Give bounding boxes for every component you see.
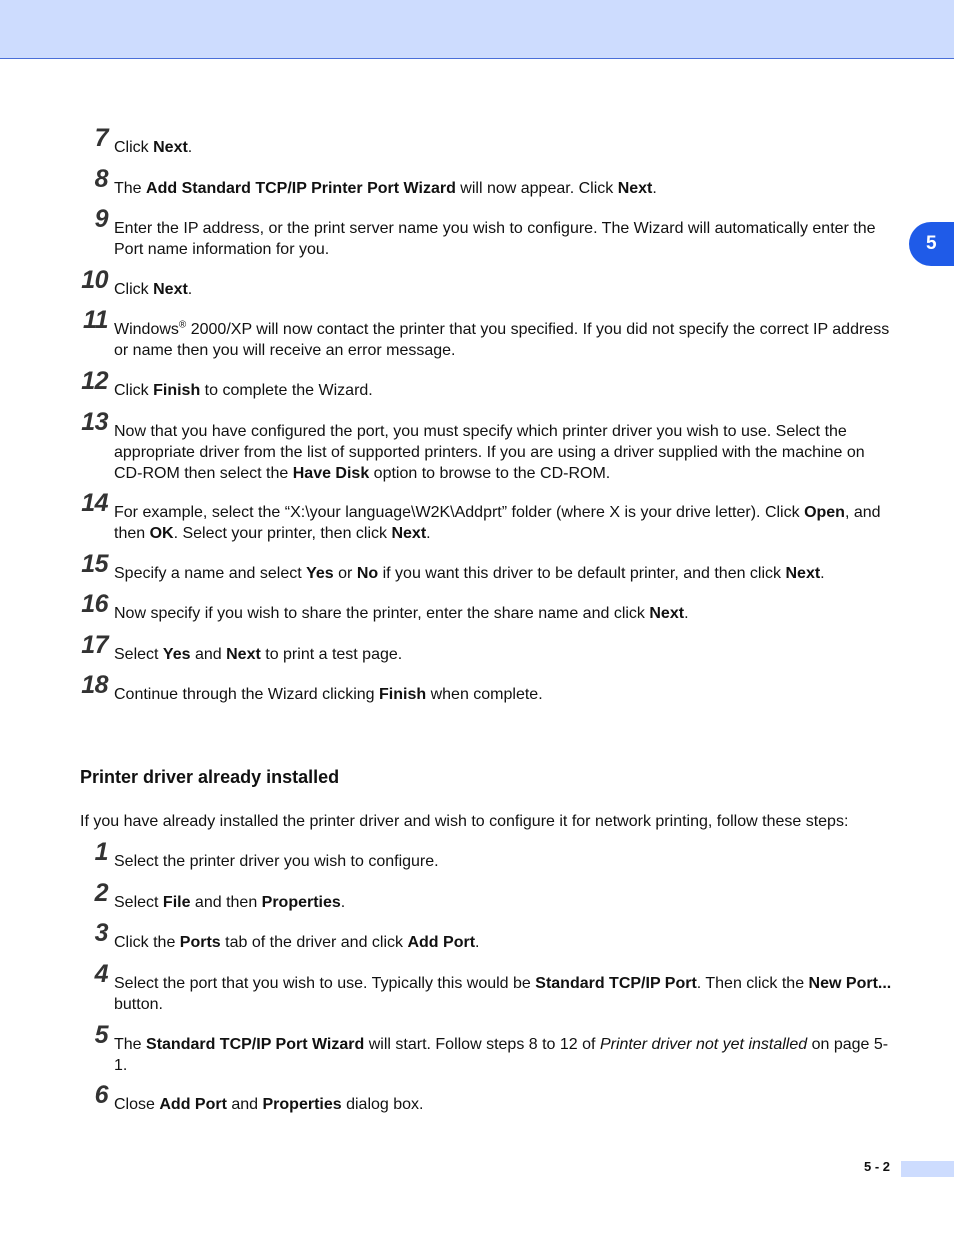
step-number: 8 [94, 165, 108, 193]
step-text: Click Finish to complete the Wizard. [114, 382, 373, 399]
step-text: Specify a name and select Yes or No if you want this driver to be default printer, and then click Next. [114, 565, 825, 582]
step-text: Now specify if you wish to share the printer, enter the share name and click Next. [114, 605, 689, 622]
step-number: 11 [83, 306, 108, 334]
step-number: 16 [81, 590, 108, 618]
step-text: Select File and then Properties. [114, 894, 346, 911]
header-band [0, 0, 954, 59]
step-text: For example, select the “X:\your language\W2K\Addprt” folder (where X is your drive letter). Click Open, and then OK. Select your printer, then click Next. [114, 504, 881, 542]
step-number: 5 [94, 1021, 108, 1049]
step-text: Enter the IP address, or the print server name you wish to configure. The Wizard will automatically enter the Port name information for you. [114, 220, 876, 258]
chapter-tab-label: 5 [926, 233, 937, 254]
step-number: 9 [94, 205, 108, 233]
step-number: 13 [81, 408, 108, 436]
step-number: 15 [81, 550, 108, 578]
step-text: Now that you have configured the port, you must specify which printer driver you wish to use. Select the appropriate driver from the list of supported printers. If you are using a driver supplied with the machine on CD-ROM then select the Have Disk option to browse to the CD-ROM. [114, 423, 865, 482]
step-text: Select the printer driver you wish to configure. [114, 853, 439, 870]
step-text: The Standard TCP/IP Port Wizard will start. Follow steps 8 to 12 of Printer driver not yet installed on page 5-1. [114, 1036, 889, 1074]
step-number: 12 [81, 367, 108, 395]
step-number: 4 [94, 960, 108, 988]
step-text: Click Next. [114, 139, 193, 156]
step-number: 14 [81, 489, 108, 517]
step-number: 3 [94, 919, 108, 947]
section-intro: If you have already installed the printer driver and wish to configure it for network printing, follow these steps: [80, 813, 849, 830]
step-number: 7 [94, 124, 108, 152]
page-number: 5 - 2 [864, 1159, 891, 1174]
step-text: Select Yes and Next to print a test page. [114, 646, 403, 663]
step-text: The Add Standard TCP/IP Printer Port Wizard will now appear. Click Next. [114, 180, 657, 197]
step-text: Continue through the Wizard clicking Finish when complete. [114, 686, 543, 703]
step-number: 17 [81, 631, 108, 659]
step-number: 6 [94, 1081, 108, 1109]
step-text: Select the port that you wish to use. Typically this would be Standard TCP/IP Port. Then click the New Port... button. [114, 975, 892, 1013]
step-number: 2 [94, 879, 108, 907]
footer-band [901, 1161, 954, 1177]
section-heading: Printer driver already installed [80, 767, 340, 787]
step-number: 18 [81, 671, 108, 699]
step-number: 1 [94, 838, 108, 866]
step-text: Click Next. [114, 281, 193, 298]
step-text: Close Add Port and Properties dialog box. [114, 1096, 424, 1113]
chapter-tab [909, 222, 954, 266]
step-text: Click the Ports tab of the driver and click Add Port. [114, 934, 480, 951]
step-text: Windows® 2000/XP will now contact the printer that you specified. If you did not specify the correct IP address or name then you will receive an error message. [114, 319, 890, 359]
step-number: 10 [81, 266, 108, 294]
